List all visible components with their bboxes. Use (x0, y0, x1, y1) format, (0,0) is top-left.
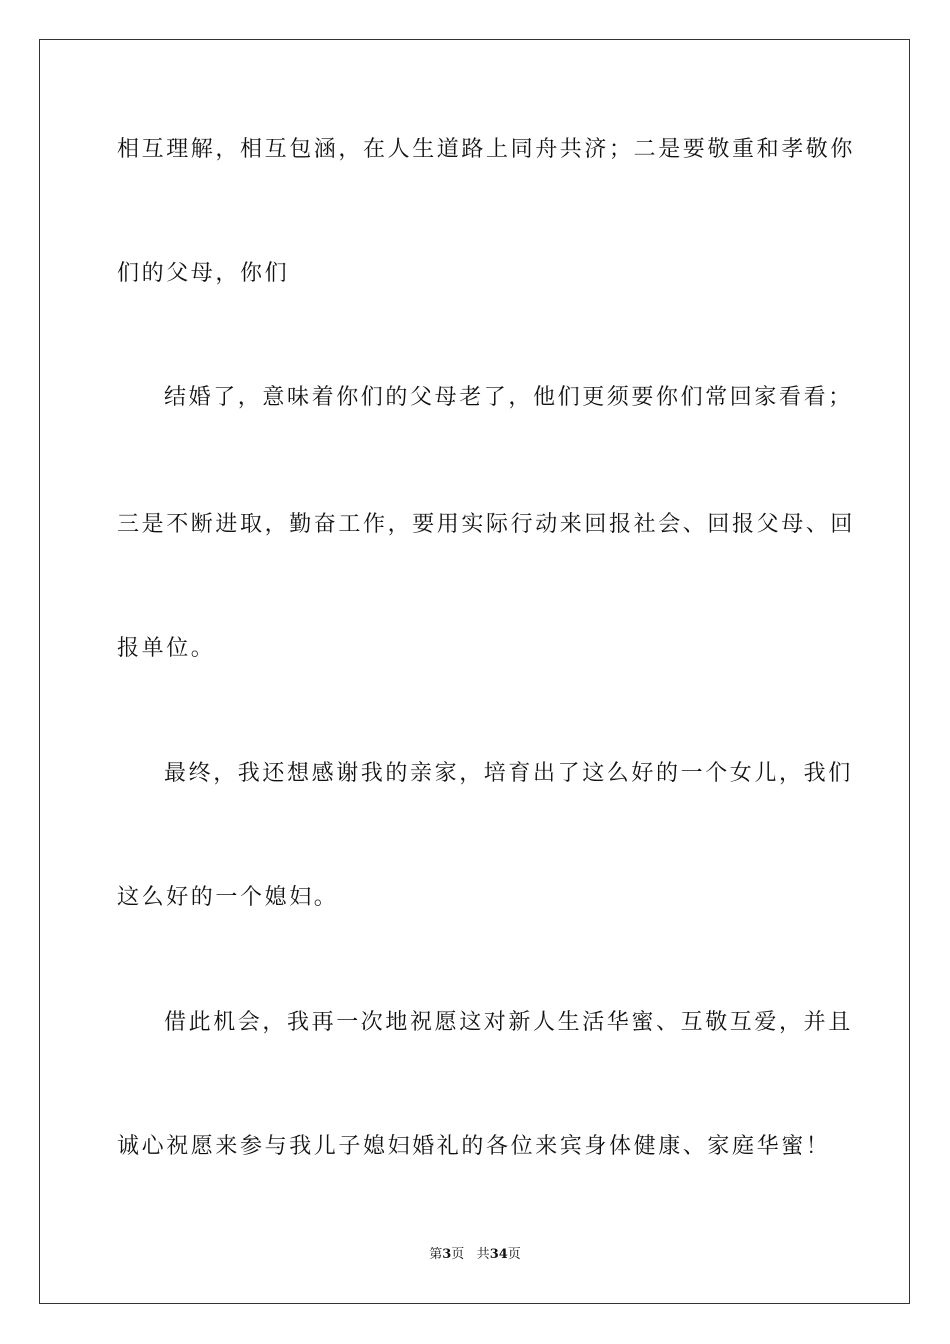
body-line-4: 三是不断进取，勤奋工作，要用实际行动来回报社会、回报父母、回 (117, 512, 856, 537)
total-prefix: 共 (476, 1247, 490, 1262)
body-line-7: 这么好的一个媳妇。 (117, 885, 339, 910)
body-line-8: 借此机会，我再一次地祝愿这对新人生活华蜜、互敬互爱，并且 (164, 1010, 853, 1035)
current-page-number: 3 (442, 1247, 452, 1262)
body-line-9: 诚心祝愿来参与我儿子媳妇婚礼的各位来宾身体健康、家庭华蜜！ (117, 1134, 831, 1159)
page-prefix: 第 (429, 1247, 443, 1262)
body-line-2: 们的父母，你们 (117, 261, 290, 286)
total-page-count: 34 (489, 1247, 508, 1262)
body-line-3: 结婚了，意味着你们的父母老了，他们更须要你们常回家看看； (164, 385, 853, 410)
page-border (39, 39, 910, 1304)
page-suffix: 页 (451, 1247, 465, 1262)
page-footer (0, 1246, 950, 1264)
body-line-5: 报单位。 (117, 636, 216, 661)
body-line-6: 最终，我还想感谢我的亲家，培育出了这么好的一个女儿，我们 (164, 761, 853, 786)
total-suffix: 页 (507, 1247, 521, 1262)
body-line-1: 相互理解，相互包涵，在人生道路上同舟共济；二是要敬重和孝敬你 (117, 137, 856, 162)
